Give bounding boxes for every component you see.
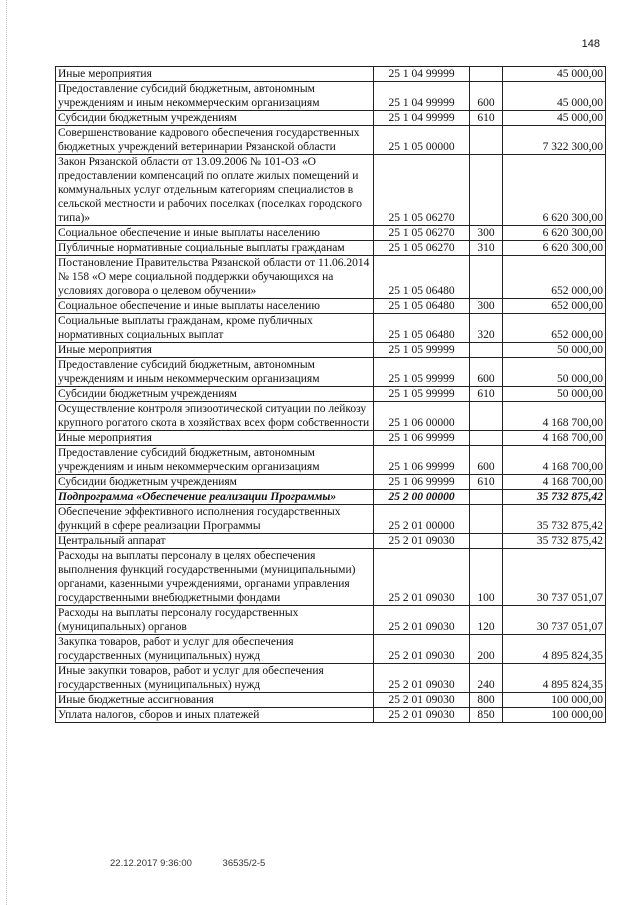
row-type: 320 xyxy=(470,314,503,343)
row-name: Осуществление контроля эпизоотической ситуации по лейкозу крупного рогатого скота в хозяйствах всех форм собственности xyxy=(56,402,374,431)
row-name: Субсидии бюджетным учреждениям xyxy=(56,111,374,126)
row-name: Расходы на выплаты персоналу государственных (муниципальных) органов xyxy=(56,606,374,635)
row-type xyxy=(470,490,503,505)
row-sum: 652 000,00 xyxy=(503,299,606,314)
row-code: 25 2 01 09030 xyxy=(374,664,470,693)
row-name: Субсидии бюджетным учреждениям xyxy=(56,475,374,490)
row-name: Обеспечение эффективного исполнения государственных функций в сфере реализации Программы xyxy=(56,505,374,534)
row-name: Закупка товаров, работ и услуг для обеспечения государственных (муниципальных) нужд xyxy=(56,635,374,664)
table-row xyxy=(56,343,606,358)
row-code: 25 2 00 00000 xyxy=(374,490,470,505)
row-name: Закон Рязанской области от 13.09.2006 № 101-ОЗ «О предоставлении компенсаций по оплате жилых помещений и коммунальных услуг отдельным категориям специалистов в сельской местности и рабочих поселках (поселках городского типа)» xyxy=(56,155,374,226)
row-name: Предоставление субсидий бюджетным, автономным учреждениям и иным некоммерческим организациям xyxy=(56,446,374,475)
row-code: 25 2 01 09030 xyxy=(374,693,470,708)
row-type: 600 xyxy=(470,446,503,475)
row-code: 25 1 06 99999 xyxy=(374,475,470,490)
row-code: 25 1 05 06270 xyxy=(374,241,470,256)
row-code: 25 1 05 99999 xyxy=(374,343,470,358)
row-sum: 4 895 824,35 xyxy=(503,635,606,664)
row-name: Субсидии бюджетным учреждениям xyxy=(56,387,374,402)
row-type: 300 xyxy=(470,226,503,241)
row-code: 25 2 01 09030 xyxy=(374,549,470,606)
table-row xyxy=(56,708,606,723)
row-type: 800 xyxy=(470,693,503,708)
row-sum: 6 620 300,00 xyxy=(503,155,606,226)
budget-table xyxy=(55,66,606,723)
row-sum: 35 732 875,42 xyxy=(503,505,606,534)
row-code: 25 1 05 99999 xyxy=(374,358,470,387)
row-name: Предоставление субсидий бюджетным, автономным учреждениям и иным некоммерческим организациям xyxy=(56,358,374,387)
table-row xyxy=(56,241,606,256)
table-row xyxy=(56,111,606,126)
table-row xyxy=(56,446,606,475)
row-name: Предоставление субсидий бюджетным, автономным учреждениям и иным некоммерческим организациям xyxy=(56,82,374,111)
table-row xyxy=(56,226,606,241)
row-sum: 652 000,00 xyxy=(503,256,606,299)
table-row xyxy=(56,358,606,387)
row-name: Расходы на выплаты персоналу в целях обеспечения выполнения функций государственными (муниципальными) органами, казенными учреждениями, органами управления государственными внебюджетными фондами xyxy=(56,549,374,606)
row-code: 25 2 01 00000 xyxy=(374,505,470,534)
row-type: 610 xyxy=(470,475,503,490)
row-sum: 35 732 875,42 xyxy=(503,534,606,549)
row-type: 850 xyxy=(470,708,503,723)
row-sum: 35 732 875,42 xyxy=(503,490,606,505)
row-type xyxy=(470,155,503,226)
row-code: 25 1 05 06270 xyxy=(374,155,470,226)
table-row xyxy=(56,299,606,314)
row-code: 25 2 01 09030 xyxy=(374,635,470,664)
row-sum: 4 168 700,00 xyxy=(503,402,606,431)
row-sum: 6 620 300,00 xyxy=(503,226,606,241)
row-code: 25 1 06 00000 xyxy=(374,402,470,431)
row-sum: 50 000,00 xyxy=(503,358,606,387)
row-type xyxy=(470,256,503,299)
table-row xyxy=(56,534,606,549)
row-type xyxy=(470,505,503,534)
row-code: 25 1 04 99999 xyxy=(374,67,470,82)
row-name: Подпрограмма «Обеспечение реализации Программы» xyxy=(56,490,374,505)
row-sum: 50 000,00 xyxy=(503,387,606,402)
row-sum: 4 168 700,00 xyxy=(503,431,606,446)
row-code: 25 1 05 06480 xyxy=(374,314,470,343)
row-type: 300 xyxy=(470,299,503,314)
table-row xyxy=(56,67,606,82)
row-sum: 50 000,00 xyxy=(503,343,606,358)
row-sum: 4 168 700,00 xyxy=(503,475,606,490)
row-name: Иные мероприятия xyxy=(56,431,374,446)
row-type: 610 xyxy=(470,111,503,126)
table-body xyxy=(56,67,606,723)
row-sum: 30 737 051,07 xyxy=(503,606,606,635)
row-type xyxy=(470,126,503,155)
row-sum: 45 000,00 xyxy=(503,82,606,111)
row-name: Иные мероприятия xyxy=(56,67,374,82)
row-name: Социальное обеспечение и иные выплаты населению xyxy=(56,226,374,241)
row-sum: 652 000,00 xyxy=(503,314,606,343)
row-sum: 4 895 824,35 xyxy=(503,664,606,693)
row-type xyxy=(470,431,503,446)
row-code: 25 1 05 06480 xyxy=(374,299,470,314)
table-row xyxy=(56,475,606,490)
row-code: 25 1 04 99999 xyxy=(374,111,470,126)
footer-doc-id: 36535/2-5 xyxy=(222,858,266,869)
row-name: Социальное обеспечение и иные выплаты населению xyxy=(56,299,374,314)
row-code: 25 1 05 06480 xyxy=(374,256,470,299)
row-name: Центральный аппарат xyxy=(56,534,374,549)
table-row xyxy=(56,490,606,505)
row-name: Постановление Правительства Рязанской области от 11.06.2014 № 158 «О мере социальной поддержки обучающихся на условиях договора о целевом обучении» xyxy=(56,256,374,299)
table-row xyxy=(56,126,606,155)
table-row xyxy=(56,402,606,431)
footer-datetime: 22.12.2017 9:36:00 xyxy=(110,858,192,869)
table-row xyxy=(56,606,606,635)
row-code: 25 1 05 06270 xyxy=(374,226,470,241)
row-sum: 7 322 300,00 xyxy=(503,126,606,155)
table-row xyxy=(56,549,606,606)
row-code: 25 1 06 99999 xyxy=(374,431,470,446)
row-name: Уплата налогов, сборов и иных платежей xyxy=(56,708,374,723)
row-code: 25 2 01 09030 xyxy=(374,708,470,723)
row-type xyxy=(470,534,503,549)
table-row xyxy=(56,387,606,402)
table-row xyxy=(56,505,606,534)
row-type: 610 xyxy=(470,387,503,402)
row-type: 310 xyxy=(470,241,503,256)
table-row xyxy=(56,314,606,343)
row-code: 25 1 05 00000 xyxy=(374,126,470,155)
row-sum: 6 620 300,00 xyxy=(503,241,606,256)
row-sum: 100 000,00 xyxy=(503,708,606,723)
footer xyxy=(110,858,293,869)
row-code: 25 2 01 09030 xyxy=(374,606,470,635)
row-type: 600 xyxy=(470,358,503,387)
row-code: 25 2 01 09030 xyxy=(374,534,470,549)
table-row xyxy=(56,256,606,299)
row-type: 100 xyxy=(470,549,503,606)
row-code: 25 1 05 99999 xyxy=(374,387,470,402)
row-type: 600 xyxy=(470,82,503,111)
row-sum: 100 000,00 xyxy=(503,693,606,708)
table-row xyxy=(56,693,606,708)
row-type xyxy=(470,402,503,431)
row-name: Совершенствование кадрового обеспечения государственных бюджетных учреждений ветеринарии Рязанской области xyxy=(56,126,374,155)
table-row xyxy=(56,664,606,693)
row-name: Публичные нормативные социальные выплаты гражданам xyxy=(56,241,374,256)
row-sum: 30 737 051,07 xyxy=(503,549,606,606)
row-sum: 4 168 700,00 xyxy=(503,446,606,475)
row-type: 200 xyxy=(470,635,503,664)
scan-edge-mark xyxy=(0,0,7,905)
row-sum: 45 000,00 xyxy=(503,111,606,126)
row-name: Иные мероприятия xyxy=(56,343,374,358)
row-type xyxy=(470,343,503,358)
table-row xyxy=(56,431,606,446)
table-row xyxy=(56,635,606,664)
row-name: Социальные выплаты гражданам, кроме публичных нормативных социальных выплат xyxy=(56,314,374,343)
table-row xyxy=(56,155,606,226)
table-row xyxy=(56,82,606,111)
row-sum: 45 000,00 xyxy=(503,67,606,82)
row-type: 240 xyxy=(470,664,503,693)
row-type: 120 xyxy=(470,606,503,635)
row-type xyxy=(470,67,503,82)
row-name: Иные бюджетные ассигнования xyxy=(56,693,374,708)
row-code: 25 1 04 99999 xyxy=(374,82,470,111)
page-number: 148 xyxy=(581,38,600,50)
row-name: Иные закупки товаров, работ и услуг для обеспечения государственных (муниципальных) нужд xyxy=(56,664,374,693)
row-code: 25 1 06 99999 xyxy=(374,446,470,475)
